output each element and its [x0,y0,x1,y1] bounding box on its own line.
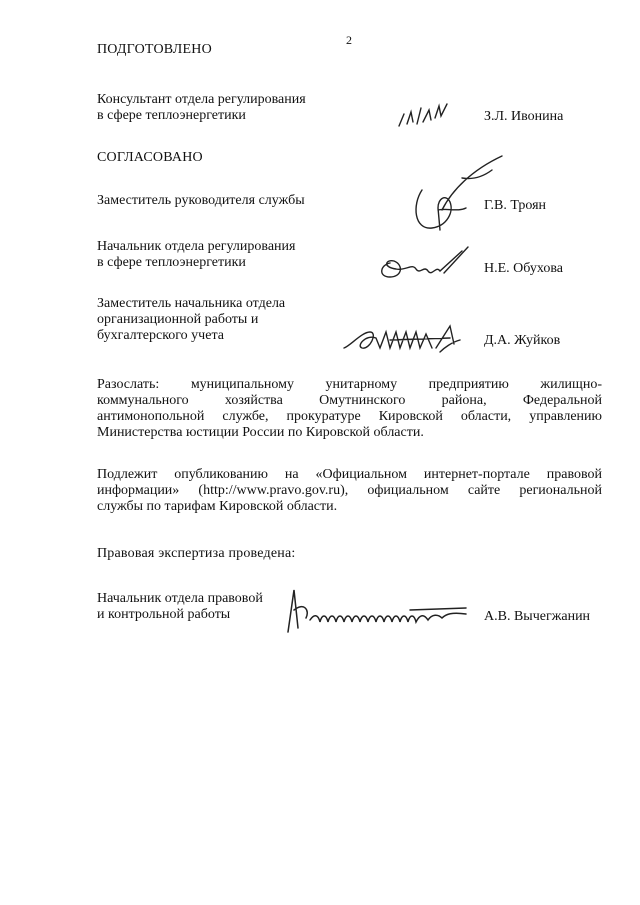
distribution-paragraph [97,377,602,441]
signature-obukhova [372,243,472,283]
role-line: в сфере теплоэнергетики [97,108,246,123]
role-line: Начальник отдела регулирования [97,239,296,254]
signature-ivonina [395,100,465,130]
role-line: Заместитель руководителя службы [97,193,305,208]
distribution-line: Министерства юстиции России по Кировской области. [97,425,424,440]
role-line: бухгалтерского учета [97,328,224,343]
agreed-role-1 [97,193,342,209]
signature-troyan [392,150,512,240]
publication-line: информации» (http://www.pravo.gov.ru), официальном сайте региональной [97,483,602,498]
prepared-heading: ПОДГОТОВЛЕНО [97,42,212,57]
prepared-role [97,92,342,124]
page-number: 2 [346,33,352,47]
role-line: организационной работы и [97,312,259,327]
agreed-name-3: Д.А. Жуйков [484,333,561,348]
agreed-name-2: Н.Е. Обухова [484,261,563,276]
legal-review-name: А.В. Вычегжанин [484,609,591,624]
role-line: и контрольной работы [97,607,231,622]
role-line: в сфере теплоэнергетики [97,255,246,270]
publication-paragraph [97,467,602,515]
agreed-heading: СОГЛАСОВАНО [97,150,203,165]
agreed-role-3 [97,296,342,344]
role-line: Заместитель начальника отдела [97,296,286,311]
agreed-name-1: Г.В. Троян [484,198,547,213]
distribution-line: Разослать: муниципальному унитарному предприятию жилищно- [97,377,602,392]
distribution-line: антимонопольной службе, прокуратуре Кировской области, управлению [97,409,602,424]
role-line: Консультант отдела регулирования [97,92,306,107]
signature-zhuykov [340,318,465,358]
publication-line: Подлежит опубликованию на «Официальном интернет-портале правовой [97,467,602,482]
signature-vychegzhanin [280,580,470,640]
legal-review-heading: Правовая экспертиза проведена: [97,546,296,561]
publication-line: службы по тарифам Кировской области. [97,499,338,514]
prepared-name: З.Л. Ивонина [484,109,564,124]
agreed-role-2 [97,239,342,271]
distribution-line: коммунального хозяйства Омутнинского района, Федеральной [97,393,602,408]
role-line: Начальник отдела правовой [97,591,263,606]
